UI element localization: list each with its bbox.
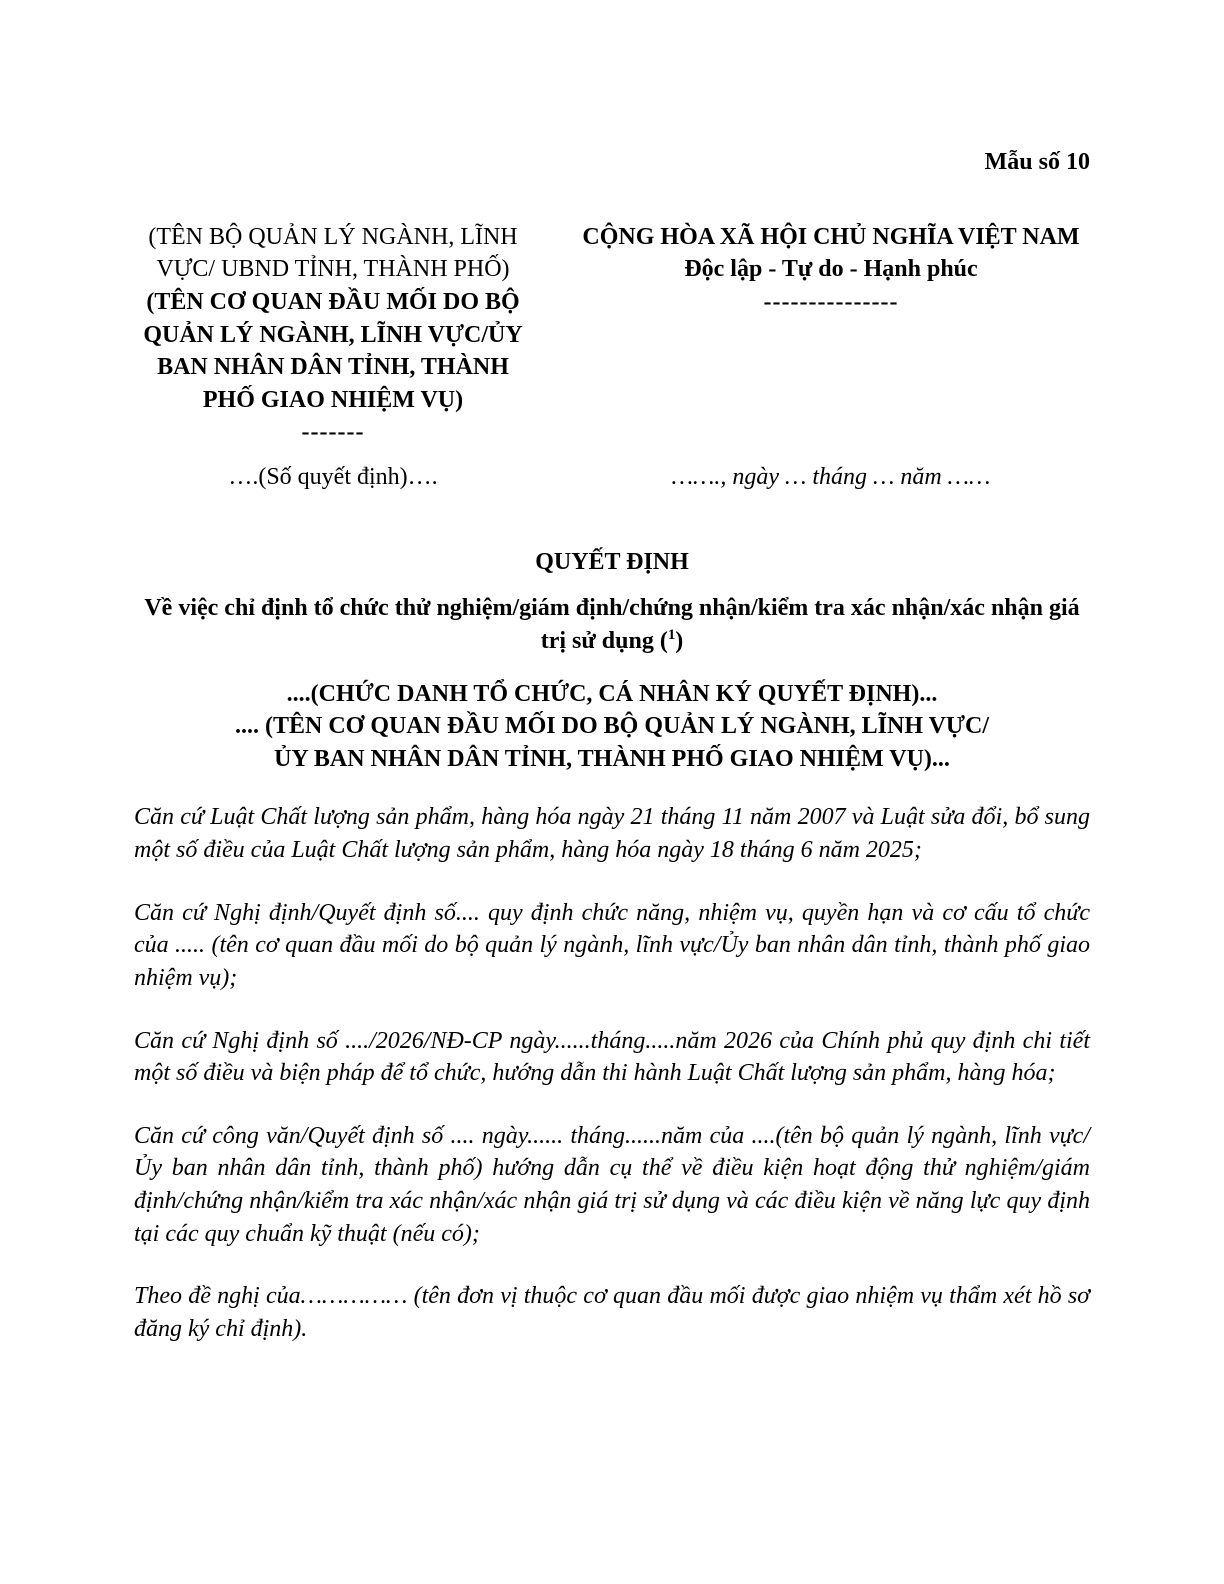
- left-separator-rule: -------: [301, 419, 365, 446]
- signer-title-line: ....(CHỨC DANH TỔ CHỨC, CÁ NHÂN KÝ QUYẾT ĐỊNH)...: [286, 680, 938, 707]
- focal-org-name: (TÊN CƠ QUAN ĐẦU MỐI DO BỘ QUẢN LÝ NGÀNH, LĨNH VỰC/ỦY BAN NHÂN DÂN TỈNH, THÀNH PHỐ GIAO NHIỆM VỤ): [143, 288, 523, 413]
- document-header: [134, 221, 1090, 494]
- decision-subject-close: ): [675, 627, 684, 654]
- proposal-paragraph: Theo đề nghị của…………… (tên đơn vị thuộc cơ quan đầu mối được giao nhiệm vụ thẩm xét hồ sơ đăng ký chỉ định).: [134, 1283, 1090, 1342]
- decision-title: QUYẾT ĐỊNH: [535, 548, 689, 575]
- decision-subject: [134, 592, 1090, 657]
- legal-basis-paragraph: Căn cứ Luật Chất lượng sản phẩm, hàng hóa ngày 21 tháng 11 năm 2007 và Luật sửa đổi, bổ sung một số điều của Luật Chất lượng sản phẩm, hàng hóa ngày 18 tháng 6 năm 2025;: [134, 804, 1090, 863]
- legal-basis-paragraph: Căn cứ công văn/Quyết định số .... ngày...... tháng......năm của ....(tên bộ quản lý ngành, lĩnh vực/Ủy ban nhân dân tỉnh, thành phố) hướng dẫn cụ thể về điều kiện hoạt động thử nghiệm/giám định/chứng nhận/kiểm tra xác nhận/xác nhận giá trị sử dụng và các điều kiện về năng lực quy định tại các quy chuẩn kỹ thuật (nếu có);: [134, 1122, 1090, 1247]
- national-title: CỘNG HÒA XÃ HỘI CHỦ NGHĨA VIỆT NAM: [582, 223, 1080, 250]
- place-date-line: ……., ngày … tháng … năm ……: [671, 464, 991, 490]
- header-left-column: [134, 221, 532, 449]
- footnote-reference: 1: [667, 626, 676, 643]
- decision-number-placeholder: ….(Số quyết định)….: [228, 464, 438, 490]
- header-right-column: [572, 221, 1090, 449]
- national-motto: Độc lập - Tự do - Hạnh phúc: [684, 256, 978, 283]
- signer-block: [134, 678, 1090, 776]
- parent-org-name: (TÊN BỘ QUẢN LÝ NGÀNH, LĨNH VỰC/ UBND TỈNH, THÀNH PHỐ): [148, 223, 518, 283]
- legal-basis-paragraph: Căn cứ Nghị định/Quyết định số.... quy định chức năng, nhiệm vụ, quyền hạn và cơ cấu tổ chức của ..... (tên cơ quan đầu mối do bộ quản lý ngành, lĩnh vực/Ủy ban nhân dân tỉnh, thành phố giao nhiệm vụ);: [134, 899, 1090, 991]
- right-separator-rule: ---------------: [763, 288, 899, 315]
- legal-basis-section: [134, 801, 1090, 1345]
- legal-basis-paragraph: Căn cứ Nghị định số ..../2026/NĐ-CP ngày......tháng.....năm 2026 của Chính phủ quy định chi tiết một số điều và biện pháp để tổ chức, hướng dẫn thi hành Luật Chất lượng sản phẩm, hàng hóa;: [134, 1027, 1090, 1087]
- signer-agency-line-1: .... (TÊN CƠ QUAN ĐẦU MỐI DO BỘ QUẢN LÝ NGÀNH, LĨNH VỰC/: [234, 713, 990, 740]
- decision-subject-text: Về việc chỉ định tổ chức thử nghiệm/giám định/chứng nhận/kiểm tra xác nhận/xác nhận giá trị sử dụng (: [144, 595, 1080, 654]
- form-number: Mẫu số 10: [984, 149, 1090, 175]
- signer-agency-line-2: ỦY BAN NHÂN DÂN TỈNH, THÀNH PHỐ GIAO NHIỆM VỤ)...: [274, 745, 950, 772]
